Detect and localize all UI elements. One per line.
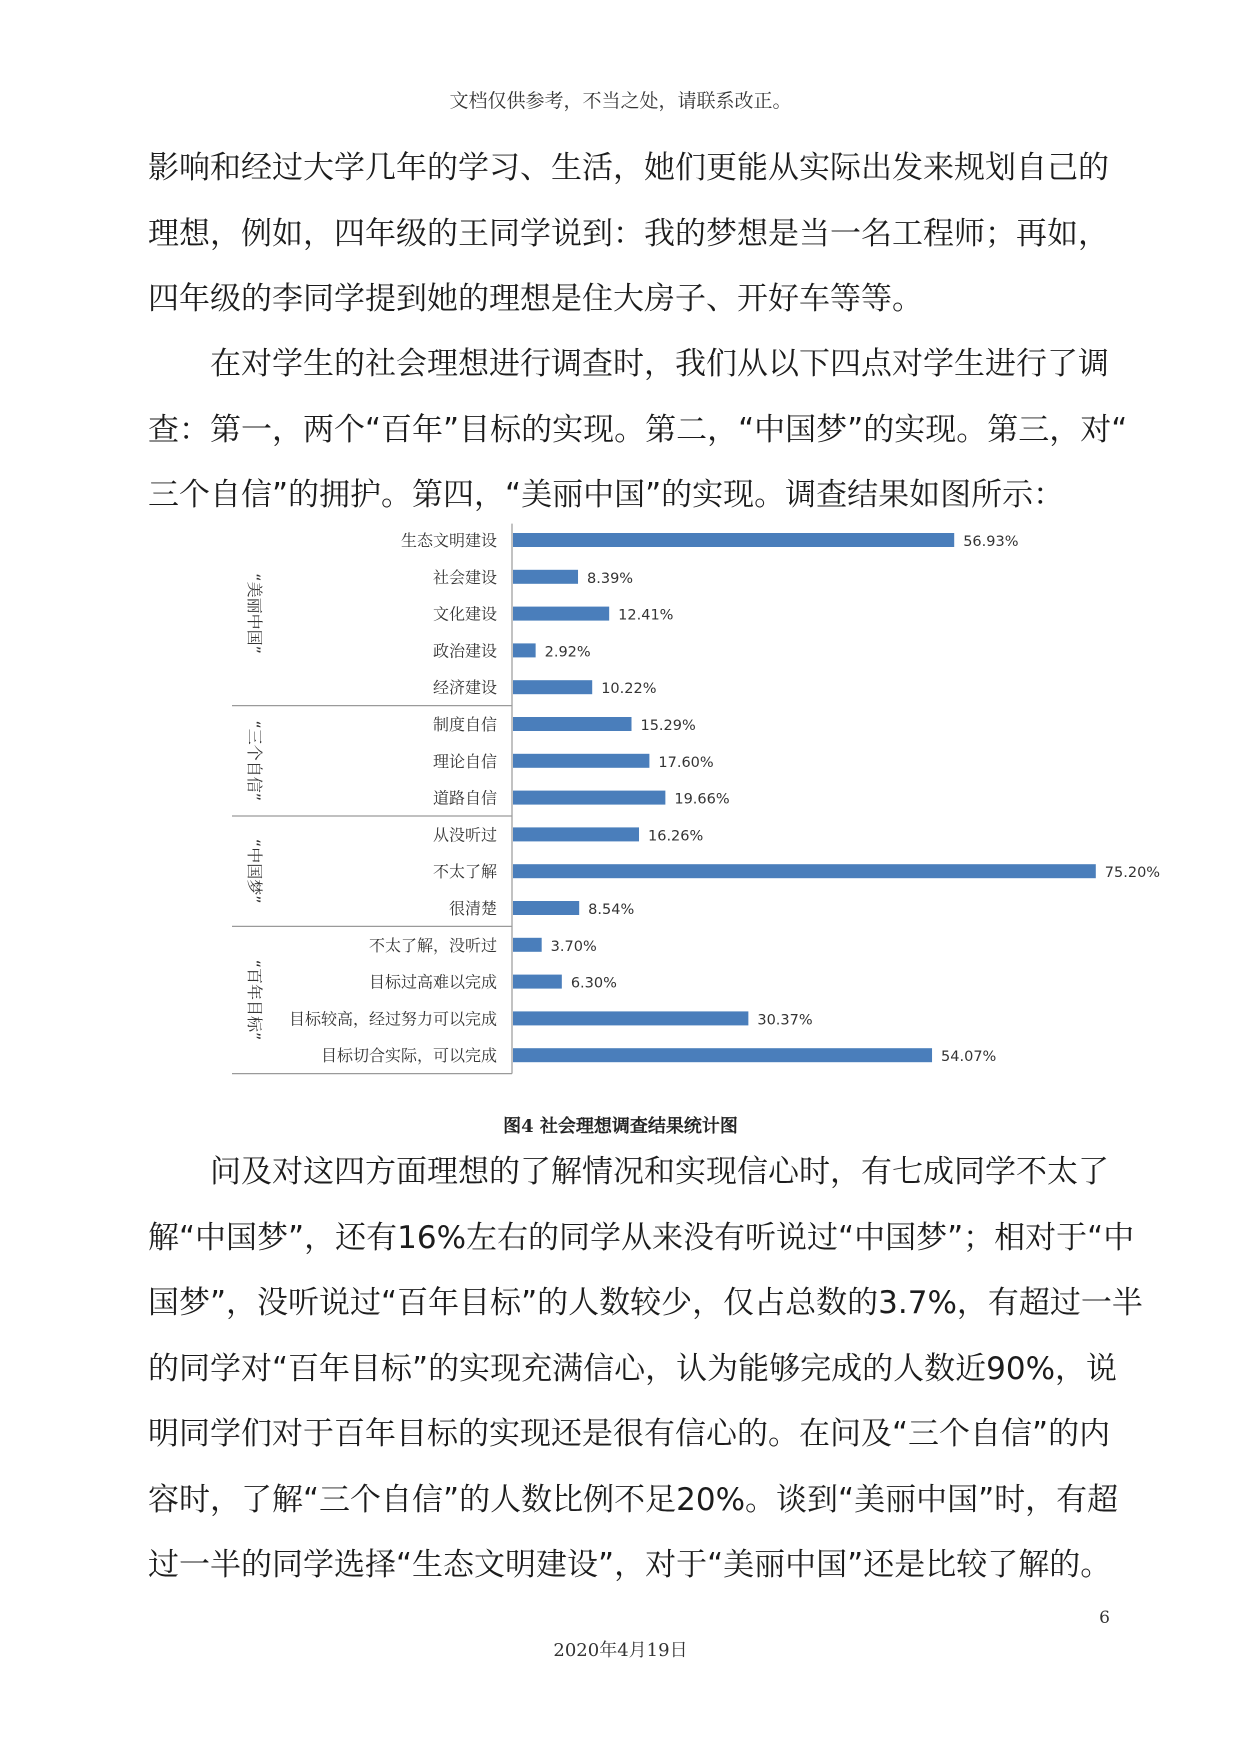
- data-label: 17.60%: [658, 754, 714, 771]
- data-label: 3.70%: [550, 938, 597, 955]
- paragraph-3: [148, 1140, 1143, 1599]
- data-label: 30.37%: [757, 1012, 813, 1029]
- paragraph-1: [148, 136, 1109, 333]
- bar: [513, 864, 1096, 878]
- data-label: 54.07%: [941, 1049, 997, 1066]
- paragraph-line: 在对学生的社会理想进行调查时，我们从以下四点对学生进行了调: [210, 346, 1109, 382]
- category-label: 不太了解: [432, 862, 497, 882]
- bar: [513, 975, 562, 989]
- category-label: 目标过高难以完成: [368, 972, 497, 992]
- paragraph-2: [148, 332, 1128, 529]
- bar: [513, 791, 665, 805]
- category-label: 道路自信: [432, 788, 497, 808]
- category-label: 很清楚: [448, 899, 497, 918]
- data-label: 12.41%: [618, 607, 674, 624]
- bar: [513, 607, 609, 621]
- bar: [513, 938, 542, 952]
- data-label: 19.66%: [674, 791, 730, 808]
- category-label: 目标较高，经过努力可以完成: [288, 1009, 497, 1029]
- group-label: “三个自信”: [245, 720, 264, 802]
- paragraph-line: 理想，例如，四年级的王同学说到：我的梦想是当一名工程师；再如，: [148, 215, 1109, 252]
- data-label: 15.29%: [640, 718, 696, 734]
- paragraph-line: 明同学们对于百年目标的实现还是很有信心的。在问及“三个自信”的内: [148, 1416, 1111, 1452]
- chart-svg: [225, 524, 1161, 1088]
- paragraph-line: 查：第一，两个“百年”目标的实现。第二，“中国梦”的实现。第三，对“: [148, 411, 1128, 448]
- paragraph-line: 容时，了解“三个自信”的人数比例不足20%。谈到“美丽中国”时，有超: [148, 1481, 1119, 1518]
- category-label: 社会建设: [432, 567, 497, 587]
- data-label: 16.26%: [648, 828, 704, 845]
- page-number: 6: [1099, 1608, 1110, 1628]
- category-label: 政治建设: [432, 641, 497, 661]
- paragraph-line: 解“中国梦”，还有16%左右的同学从来没有听说过“中国梦”；相对于“中: [148, 1219, 1135, 1256]
- category-label: 从没听过: [432, 825, 497, 845]
- bar: [513, 754, 649, 768]
- bar: [513, 643, 536, 657]
- category-label: 文化建设: [432, 604, 497, 624]
- bar: [513, 533, 954, 547]
- category-label: 经济建设: [432, 678, 497, 698]
- category-label: 目标切合实际，可以完成: [320, 1046, 497, 1066]
- page-footer-date: 2020年4月19日: [553, 1640, 688, 1661]
- data-label: 2.92%: [544, 644, 591, 661]
- paragraph-line: 国梦”，没听说过“百年目标”的人数较少，仅占总数的3.7%，有超过一半: [148, 1285, 1143, 1321]
- group-label: “百年目标”: [245, 959, 264, 1041]
- paragraph-line: 问及对这四方面理想的了解情况和实现信心时，有七成同学不太了: [210, 1154, 1109, 1190]
- paragraph-line: 的同学对“百年目标”的实现充满信心，认为能够完成的人数近90%，说: [148, 1350, 1118, 1387]
- data-label: 56.93%: [963, 534, 1019, 550]
- bar: [513, 680, 592, 694]
- group-label: “美丽中国”: [245, 573, 264, 654]
- data-label: 8.39%: [587, 570, 634, 587]
- category-label: 不太了解，没听过: [368, 935, 497, 955]
- bar: [513, 1011, 748, 1025]
- paragraph-line: 过一半的同学选择“生态文明建设”，对于“美丽中国”还是比较了解的。: [148, 1547, 1112, 1583]
- bar: [513, 827, 639, 841]
- group-label: “中国梦”: [245, 838, 264, 904]
- paragraph-line: 影响和经过大学几年的学习、生活，她们更能从实际出发来规划自己的: [148, 150, 1109, 186]
- bar: [513, 717, 631, 731]
- data-label: 10.22%: [601, 681, 657, 698]
- paragraph-line: 三个自信”的拥护。第四，“美丽中国”的实现。调查结果如图所示：: [148, 477, 1065, 513]
- category-label: 生态文明建设: [400, 531, 497, 550]
- category-label: 理论自信: [432, 751, 497, 771]
- data-label: 6.30%: [570, 975, 617, 992]
- data-label: 75.20%: [1104, 865, 1161, 882]
- bar: [513, 1048, 932, 1062]
- bar: [513, 901, 579, 915]
- bar: [513, 570, 578, 584]
- figure-caption: 图4 社会理想调查结果统计图: [503, 1116, 738, 1137]
- page-header: 文档仅供参考，不当之处，请联系改正。: [449, 90, 792, 112]
- survey-bar-chart: [225, 524, 1161, 1088]
- paragraph-line: 四年级的李同学提到她的理想是住大房子、开好车等等。: [148, 281, 923, 317]
- data-label: 8.54%: [588, 902, 635, 918]
- category-label: 制度自信: [432, 715, 497, 734]
